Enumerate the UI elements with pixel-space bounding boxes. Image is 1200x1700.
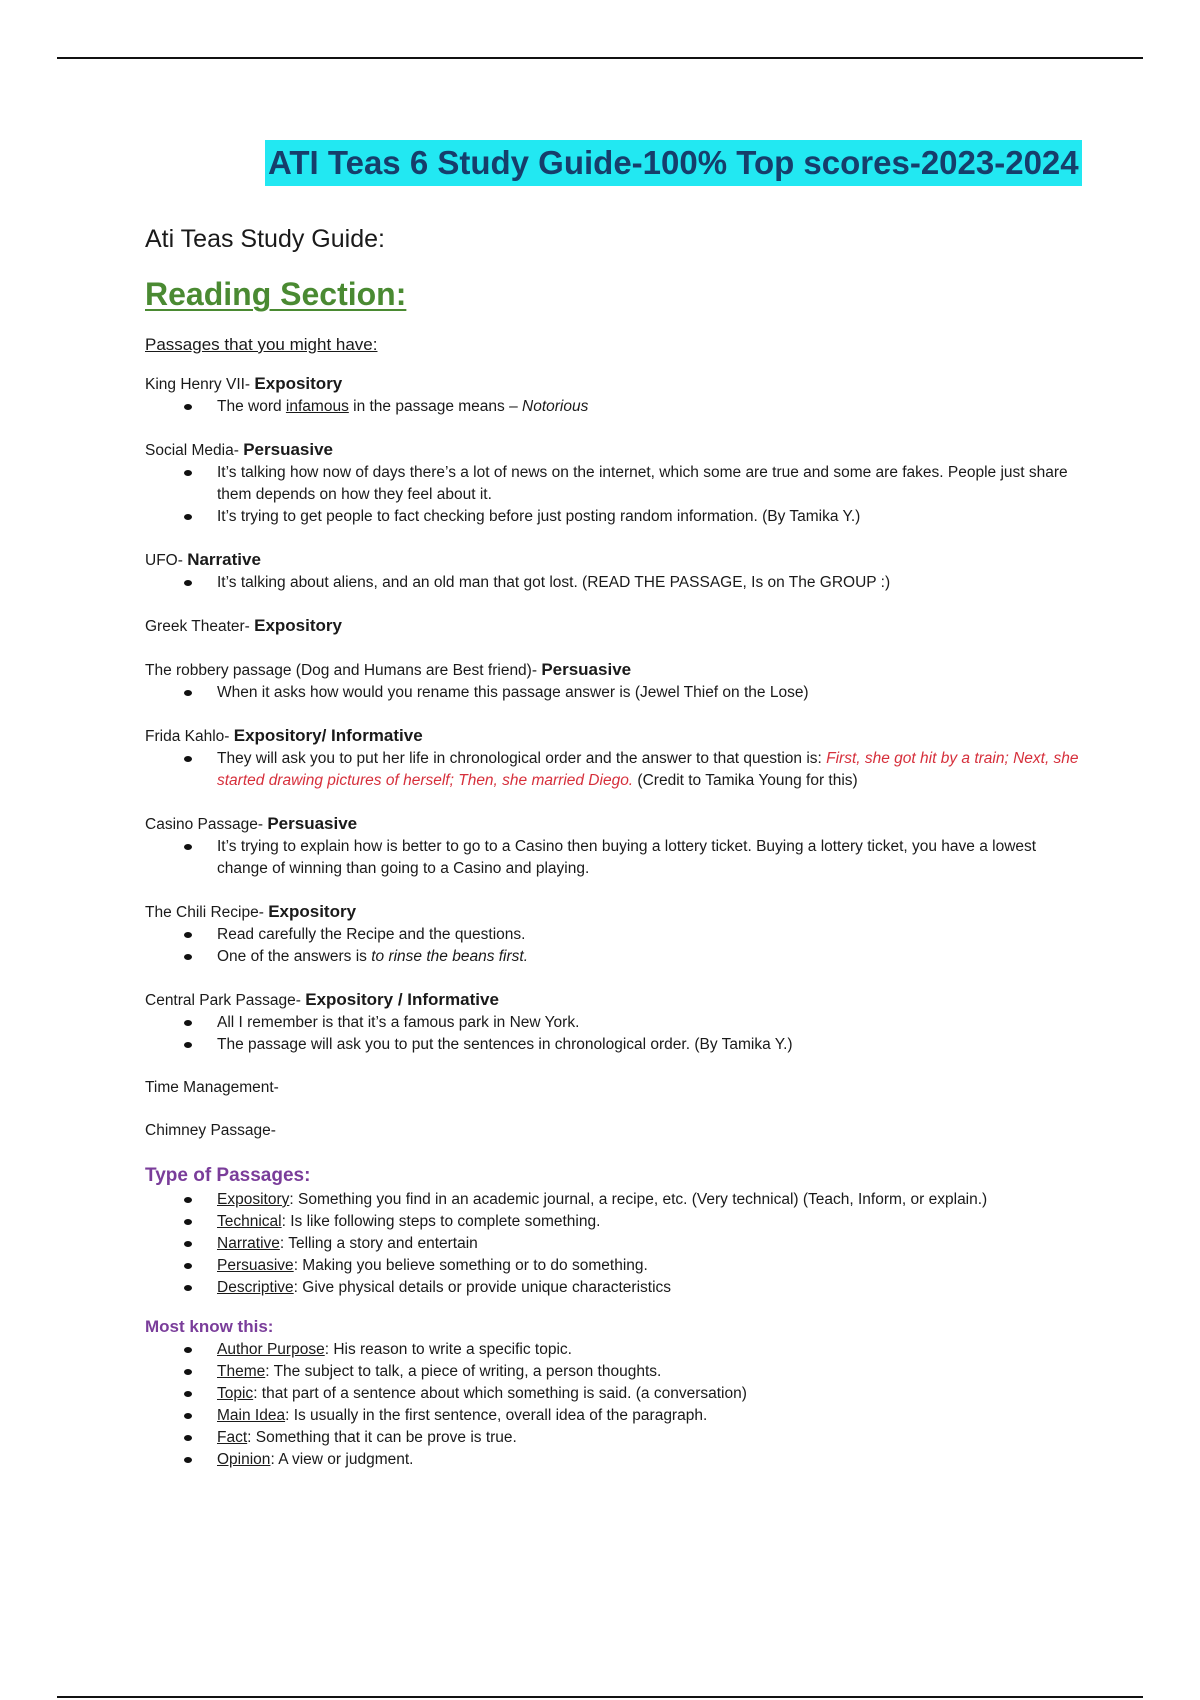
definition-item <box>217 1427 1085 1449</box>
passage-block <box>145 439 1085 528</box>
passage-name: Frida Kahlo- <box>145 728 234 745</box>
definition-item <box>217 1383 1085 1405</box>
definition-term: Persuasive <box>217 1257 294 1274</box>
passage-block <box>145 901 1085 968</box>
definition-text: : Give physical details or provide unique characteristics <box>293 1279 672 1296</box>
definition-text: : The subject to talk, a piece of writing, a person thoughts. <box>265 1363 662 1380</box>
passage-bullets <box>145 682 1085 704</box>
passage-block <box>145 1120 1085 1142</box>
passages-heading: Passages that you might have: <box>145 335 378 354</box>
top-rule <box>57 57 1143 59</box>
title-block <box>265 140 1082 186</box>
reading-section-heading: Reading Section: <box>145 276 407 312</box>
must-know-heading: Most know this: <box>145 1317 274 1336</box>
definition-term: Technical <box>217 1213 282 1230</box>
passage-bullets <box>145 572 1085 594</box>
italic-answer: Notorious <box>522 398 589 415</box>
bullet-text: One of the answers is <box>217 948 372 965</box>
red-answer: First, she got hit by a train; Next, she started drawing pictures of herself; Then, she married Diego. <box>217 750 1079 789</box>
passage-name: Social Media- <box>145 442 244 459</box>
passage-name: UFO- <box>145 552 188 569</box>
passage-heading <box>145 1077 1085 1099</box>
passage-bullets <box>145 748 1085 792</box>
passage-name: The Chili Recipe- <box>145 904 269 921</box>
passage-heading <box>145 549 1085 572</box>
bullet-item <box>217 396 1085 418</box>
bullet-text: They will ask you to put her life in chronological order and the answer to that question is: <box>217 750 827 767</box>
passage-name: Chimney Passage- <box>145 1122 276 1139</box>
definition-text: : Is usually in the first sentence, overall idea of the paragraph. <box>285 1407 708 1424</box>
passage-heading <box>145 989 1085 1012</box>
definition-text: : A view or judgment. <box>270 1451 414 1468</box>
passage-heading <box>145 725 1085 748</box>
definition-term: Fact <box>217 1429 248 1446</box>
definition-term: Topic <box>217 1385 254 1402</box>
passage-name: Time Management- <box>145 1079 279 1096</box>
passage-bullets <box>145 836 1085 880</box>
types-heading: Type of Passages: <box>145 1165 311 1186</box>
definition-term: Opinion <box>217 1451 271 1468</box>
passage-heading <box>145 1120 1085 1142</box>
passage-heading <box>145 373 1085 396</box>
passage-heading <box>145 901 1085 924</box>
italic-answer: to rinse the beans first. <box>371 948 529 965</box>
passage-type: Expository/ Informative <box>233 726 423 745</box>
passage-block <box>145 373 1085 418</box>
definition-term: Theme <box>217 1363 266 1380</box>
document-title: ATI Teas 6 Study Guide-100% Top scores-2023-2024 <box>265 140 1082 186</box>
definition-item <box>217 1277 1085 1299</box>
definition-text: : Telling a story and entertain <box>279 1235 478 1252</box>
passage-type: Persuasive <box>541 660 632 679</box>
document-body <box>145 225 1085 1471</box>
bullet-item <box>217 946 1085 968</box>
guide-heading: Ati Teas Study Guide: <box>145 225 385 253</box>
bullet-item: It’s trying to explain how is better to go to a Casino then buying a lottery ticket. Buying a lottery ticket, you have a lowest change of winning than going to a Casino and playing. <box>217 836 1085 880</box>
underlined-word: infamous <box>285 398 349 415</box>
must-know-list <box>145 1339 1085 1471</box>
bullet-item: When it asks how would you rename this passage answer is (Jewel Thief on the Lose) <box>217 682 1085 704</box>
definition-item <box>217 1233 1085 1255</box>
definition-item <box>217 1255 1085 1277</box>
bullet-item: Read carefully the Recipe and the questions. <box>217 924 1085 946</box>
passage-block <box>145 1077 1085 1099</box>
passage-bullets <box>145 462 1085 528</box>
passage-name: Casino Passage- <box>145 816 268 833</box>
passage-heading <box>145 439 1085 462</box>
bottom-rule <box>57 1696 1143 1698</box>
definition-term: Narrative <box>217 1235 280 1252</box>
passages-list <box>145 373 1085 1142</box>
passage-bullets <box>145 924 1085 968</box>
passage-bullets <box>145 1012 1085 1056</box>
definition-item <box>217 1361 1085 1383</box>
passage-block <box>145 615 1085 638</box>
passage-name: Greek Theater- <box>145 618 255 635</box>
passage-type: Expository <box>254 616 342 635</box>
passage-name: The robbery passage (Dog and Humans are Best friend)- <box>145 662 542 679</box>
bullet-item <box>217 748 1085 792</box>
passage-block <box>145 659 1085 704</box>
bullet-item: It’s talking about aliens, and an old man that got lost. (READ THE PASSAGE, Is on The GROUP :) <box>217 572 1085 594</box>
definition-text: : His reason to write a specific topic. <box>324 1341 572 1358</box>
definition-item <box>217 1339 1085 1361</box>
definition-text: : Making you believe something or to do something. <box>293 1257 648 1274</box>
passage-name: King Henry VII- <box>145 376 255 393</box>
passage-block <box>145 989 1085 1056</box>
passage-type: Expository / Informative <box>305 990 499 1009</box>
passage-type: Narrative <box>187 550 261 569</box>
passage-block <box>145 725 1085 792</box>
bullet-item: It’s talking how now of days there’s a lot of news on the internet, which some are true and some are fakes. People just share them depends on how they feel about it. <box>217 462 1085 506</box>
definition-term: Expository <box>217 1191 290 1208</box>
passage-type: Expository <box>254 374 343 393</box>
passage-heading <box>145 659 1085 682</box>
definition-text: : that part of a sentence about which something is said. (a conversation) <box>253 1385 747 1402</box>
passage-heading <box>145 615 1085 638</box>
bullet-text: The word <box>217 398 286 415</box>
passage-name: Central Park Passage- <box>145 992 306 1009</box>
passage-type: Persuasive <box>243 440 334 459</box>
passage-block <box>145 549 1085 594</box>
bullet-item: All I remember is that it’s a famous park in New York. <box>217 1012 1085 1034</box>
definition-item <box>217 1189 1085 1211</box>
bullet-text: in the passage means – <box>348 398 523 415</box>
definition-item <box>217 1405 1085 1427</box>
definition-item <box>217 1211 1085 1233</box>
types-list <box>145 1189 1085 1299</box>
bullet-text: (Credit to Tamika Young for this) <box>633 772 858 789</box>
passage-type: Persuasive <box>267 814 358 833</box>
passage-bullets <box>145 396 1085 418</box>
passage-type: Expository <box>268 902 357 921</box>
passage-heading <box>145 813 1085 836</box>
definition-term: Main Idea <box>217 1407 286 1424</box>
definition-text: : Something you find in an academic journal, a recipe, etc. (Very technical) (Teach, Inform, or explain.) <box>289 1191 988 1208</box>
passage-block <box>145 813 1085 880</box>
bullet-item: The passage will ask you to put the sentences in chronological order. (By Tamika Y.) <box>217 1034 1085 1056</box>
definition-text: : Is like following steps to complete something. <box>281 1213 601 1230</box>
definition-term: Author Purpose <box>217 1341 325 1358</box>
definition-item <box>217 1449 1085 1471</box>
definition-term: Descriptive <box>217 1279 294 1296</box>
definition-text: : Something that it can be prove is true. <box>247 1429 517 1446</box>
bullet-item: It’s trying to get people to fact checking before just posting random information. (By Tamika Y.) <box>217 506 1085 528</box>
